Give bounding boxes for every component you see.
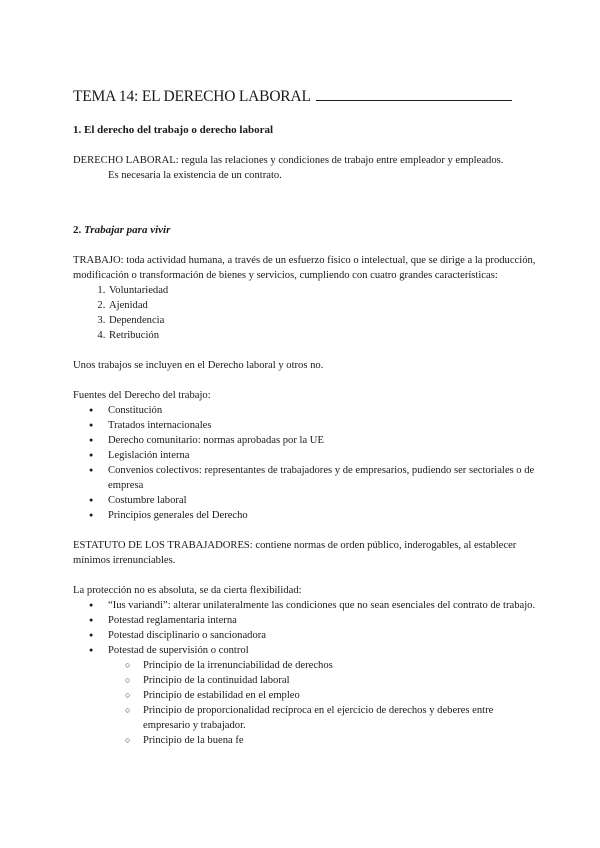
list-item: 4. Retribución — [108, 328, 540, 343]
flexibility-list — [73, 598, 540, 748]
list-item: ● Principios generales del Derecho — [108, 508, 540, 523]
list-item: ● Legislación interna — [108, 448, 540, 463]
title-underline — [316, 100, 512, 101]
list-item — [108, 643, 540, 748]
list-item: ● Potestad disciplinario o sancionadora — [108, 628, 540, 643]
flexibility-intro: La protección no es absoluta, se da cierta flexibilidad: — [73, 585, 302, 596]
list-item: ● “Ius variandi”: alterar unilateralmente las condiciones que no sean esenciales del contrato de trabajo. — [108, 598, 540, 613]
list-item: ● Derecho comunitario: normas aprobadas por la UE — [108, 433, 540, 448]
section-2-heading — [73, 223, 540, 238]
estatuto-definition: ESTATUTO DE LOS TRABAJADORES: contiene normas de orden público, inderogables, al establecer mínimos irrenunciables. — [73, 540, 517, 566]
list-item: ○ Principio de proporcionalidad recíproca en el ejercicio de derechos y deberes entre empresario y trabajador. — [143, 703, 540, 733]
list-item: ● Tratados internacionales — [108, 418, 540, 433]
list-item: ○ Principio de la irrenunciabilidad de derechos — [143, 658, 540, 673]
derecho-laboral-definition: DERECHO LABORAL: regula las relaciones y condiciones de trabajo entre empleador y empleados. — [73, 155, 504, 166]
list-item-text: Potestad de supervisión o control — [108, 645, 249, 656]
list-item: 1. Voluntariedad — [108, 283, 540, 298]
sources-list — [73, 403, 540, 523]
title-text: TEMA 14: EL DERECHO LABORAL — [73, 88, 311, 105]
section-2-number: 2. — [73, 224, 84, 236]
page-title — [73, 87, 540, 107]
list-item: 2. Ajenidad — [108, 298, 540, 313]
list-item: ● Convenios colectivos: representantes de trabajadores y de empresarios, pudiendo ser sectoriales o de empresa — [108, 463, 540, 493]
sources-intro: Fuentes del Derecho del trabajo: — [73, 390, 211, 401]
list-item: ○ Principio de estabilidad en el empleo — [143, 688, 540, 703]
list-item: ● Costumbre laboral — [108, 493, 540, 508]
list-item: ○ Principio de la buena fe — [143, 733, 540, 748]
trabajo-definition: TRABAJO: toda actividad humana, a través de un esfuerzo físico o intelectual, que se dirige a la producción, modificación o transformación de bienes y servicios, cumpliendo con cuatro grandes características: — [73, 255, 536, 281]
section-2-title: Trabajar para vivir — [84, 224, 171, 236]
contract-note: Es necesaria la existencia de un contrato. — [108, 170, 282, 181]
principles-list — [108, 658, 540, 748]
section-1-heading: 1. El derecho del trabajo o derecho laboral — [73, 124, 274, 136]
inclusion-note: Unos trabajos se incluyen en el Derecho laboral y otros no. — [73, 360, 324, 371]
list-item: 3. Dependencia — [108, 313, 540, 328]
list-item: ● Constitución — [108, 403, 540, 418]
characteristics-list — [73, 283, 540, 343]
list-item: ● Potestad reglamentaria interna — [108, 613, 540, 628]
list-item: ○ Principio de la continuidad laboral — [143, 673, 540, 688]
